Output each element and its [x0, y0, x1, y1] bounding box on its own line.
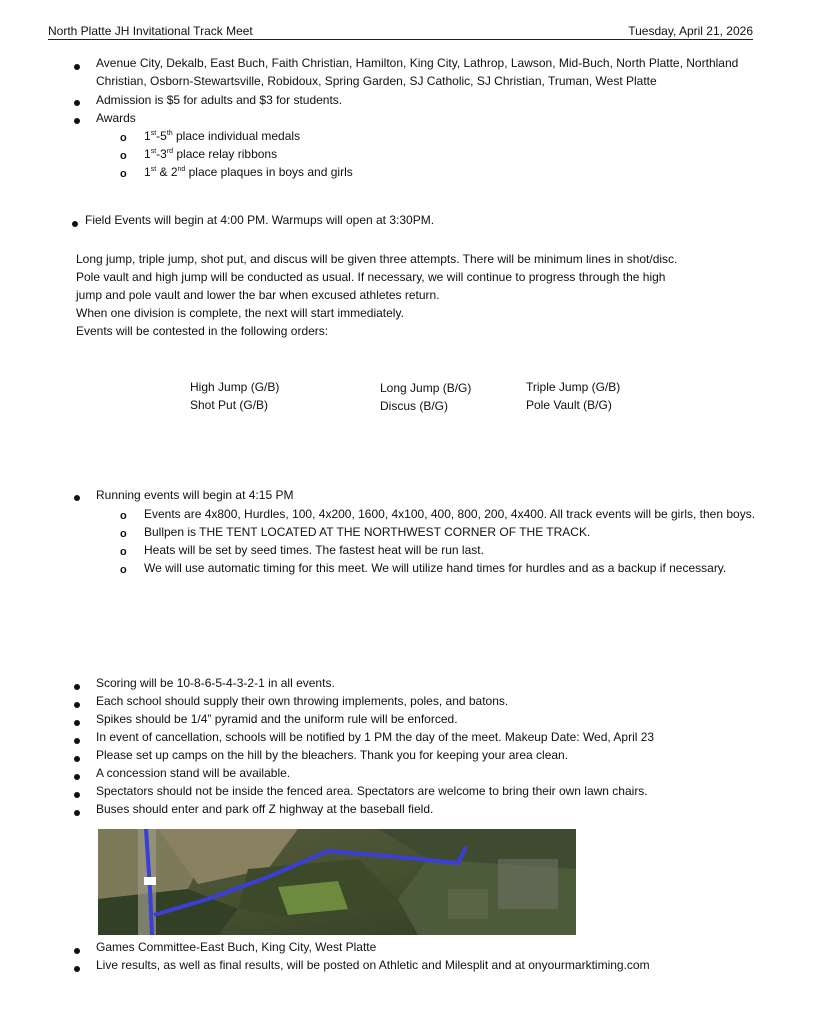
- general-item: A concession stand will be available.: [96, 766, 291, 780]
- event-order-item: Long Jump (B/G): [380, 381, 472, 395]
- running-item: Bullpen is THE TENT LOCATED AT THE NORTHWEST CORNER OF THE TRACK.: [144, 525, 591, 539]
- field-rules-line: Events will be contested in the following orders:: [76, 324, 329, 338]
- sub-bullet: o: [120, 510, 127, 522]
- bullet: [74, 684, 80, 690]
- admission-text: Admission is $5 for adults and $3 for students.: [96, 93, 343, 107]
- event-order-item: High Jump (G/B): [190, 380, 280, 394]
- results-text: Live results, as well as final results, will be posted on Athletic and Milesplit and at onyourmarktiming.com: [96, 958, 650, 972]
- page-header: [48, 24, 753, 40]
- running-item: Events are 4x800, Hurdles, 100, 4x200, 1600, 4x100, 400, 800, 200, 4x400. All track events will be girls, then boys.: [144, 507, 756, 521]
- general-item: Buses should enter and park off Z highway at the baseball field.: [96, 802, 434, 816]
- bullet: [74, 792, 80, 798]
- schools-line-2: Christian, Osborn-Stewartsville, Robidoux, Spring Garden, SJ Catholic, SJ Christian, Truman, West Platte: [96, 74, 657, 88]
- sub-bullet: o: [120, 528, 127, 540]
- sub-bullet: o: [120, 168, 127, 180]
- event-order-item: Pole Vault (B/G): [526, 398, 612, 412]
- bullet: [74, 948, 80, 954]
- field-rules-line: When one division is complete, the next will start immediately.: [76, 306, 404, 320]
- schools-line-1: Avenue City, Dekalb, East Buch, Faith Christian, Hamilton, King City, Lathrop, Lawson, Mid-Buch, North Platte, Northland: [96, 56, 739, 70]
- running-item: We will use automatic timing for this meet. We will utilize hand times for hurdles and as a backup if necessary.: [144, 561, 727, 575]
- field-rules-line: Long jump, triple jump, shot put, and discus will be given three attempts. There will be minimum lines in shot/disc.: [76, 252, 678, 266]
- sub-bullet: o: [120, 132, 127, 144]
- bullet: [74, 966, 80, 972]
- bullet: [74, 774, 80, 780]
- event-order-item: Triple Jump (G/B): [526, 380, 621, 394]
- meet-title: North Platte JH Invitational Track Meet: [48, 24, 253, 38]
- field-events-start: Field Events will begin at 4:00 PM. Warmups will open at 3:30PM.: [85, 213, 435, 227]
- running-item: Heats will be set by seed times. The fastest heat will be run last.: [144, 543, 484, 557]
- general-item: Spikes should be 1/4” pyramid and the uniform rule will be enforced.: [96, 712, 458, 726]
- bullet: [74, 702, 80, 708]
- aerial-map-image: [98, 829, 576, 935]
- aerial-map-svg: [98, 829, 576, 935]
- bullet: [74, 810, 80, 816]
- field-rules-line: jump and pole vault and lower the bar when excused athletes return.: [76, 288, 440, 302]
- bullet: [74, 64, 80, 70]
- general-item: Spectators should not be inside the fenced area. Spectators are welcome to bring their own lawn chairs.: [96, 784, 648, 798]
- award-item: 1st-3rd place relay ribbons: [144, 147, 278, 161]
- committee-text: Games Committee-East Buch, King City, West Platte: [96, 940, 377, 954]
- bullet: [74, 720, 80, 726]
- meet-date: Tuesday, April 21, 2026: [628, 24, 753, 38]
- general-item: Please set up camps on the hill by the bleachers. Thank you for keeping your area clean.: [96, 748, 569, 762]
- general-item: Each school should supply their own throwing implements, poles, and batons.: [96, 694, 509, 708]
- bullet: [72, 221, 78, 227]
- sub-bullet: o: [120, 546, 127, 558]
- bullet: [74, 495, 80, 501]
- awards-label: Awards: [96, 111, 136, 125]
- bullet: [74, 738, 80, 744]
- general-item: Scoring will be 10-8-6-5-4-3-2-1 in all events.: [96, 676, 335, 690]
- general-item: In event of cancellation, schools will be notified by 1 PM the day of the meet. Makeup Date: Wed, April 23: [96, 730, 655, 744]
- field-rules-line: Pole vault and high jump will be conducted as usual. If necessary, we will continue to progress through the high: [76, 270, 666, 284]
- sub-bullet: o: [120, 150, 127, 162]
- event-order-item: Shot Put (G/B): [190, 398, 269, 412]
- bullet: [74, 118, 80, 124]
- award-item: 1st-5th place individual medals: [144, 129, 301, 143]
- sub-bullet: o: [120, 564, 127, 576]
- bullet: [74, 100, 80, 106]
- running-events-start: Running events will begin at 4:15 PM: [96, 488, 294, 502]
- award-item: 1st & 2nd place plaques in boys and girls: [144, 165, 353, 179]
- bullet: [74, 756, 80, 762]
- event-order-item: Discus (B/G): [380, 399, 449, 413]
